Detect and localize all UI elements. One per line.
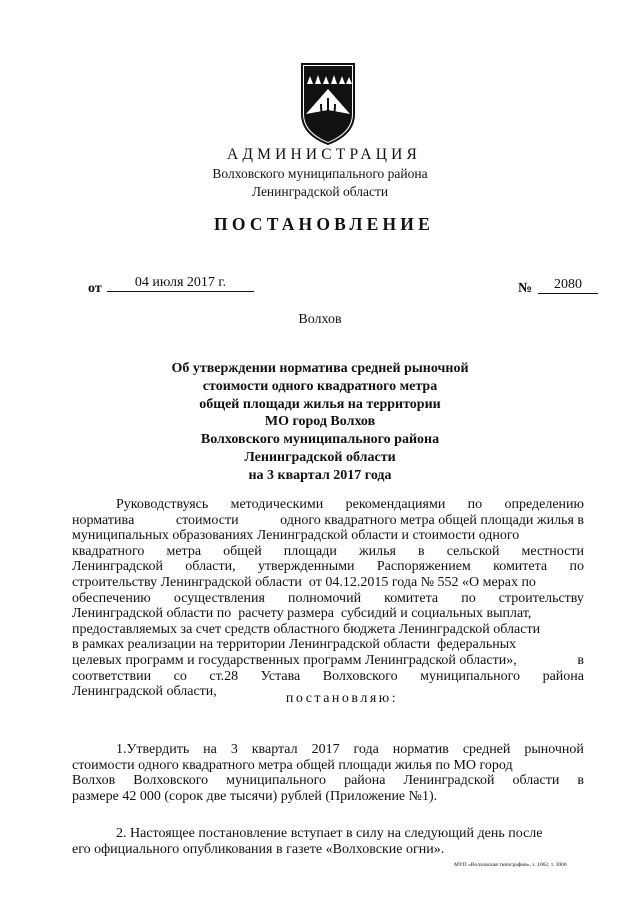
text-fragment: Волховского (133, 773, 209, 789)
text-fragment: в (577, 773, 584, 789)
text-fragment: 2. Настоящее постановление вступает в силу на следующий день после (116, 826, 543, 841)
administration-title: АДМИНИСТРАЦИЯ (226, 146, 422, 163)
text-line (72, 826, 584, 842)
text-fragment: квадратного (72, 543, 145, 559)
text-fragment: 3 (230, 742, 238, 757)
text-fragment: Ленинградской (403, 773, 495, 789)
text-fragment: по (461, 590, 476, 606)
number-prefix: № (518, 281, 533, 296)
subject-line: Волховского муниципального района (200, 432, 440, 448)
district-name: Волховского муниципального района (212, 166, 428, 181)
text-fragment: рекомендациями (345, 497, 446, 512)
text-line (72, 497, 584, 513)
text-fragment: комитета (384, 590, 439, 606)
text-fragment: Волховского (322, 668, 398, 684)
preamble-lines (72, 497, 584, 684)
document-type-title: ПОСТАНОВЛЕНИЕ (214, 214, 434, 234)
text-line (72, 513, 584, 529)
text-line (72, 528, 584, 544)
text-line (72, 544, 584, 560)
item-2-lines (72, 826, 584, 842)
text-line (72, 669, 584, 685)
text-fragment: жилья (358, 543, 396, 559)
text-fragment: муниципального (420, 668, 521, 684)
text-fragment: 2017 (311, 742, 340, 757)
item-1-paragraph (72, 742, 584, 804)
city-name: Волхов (298, 312, 342, 327)
text-line (72, 742, 584, 758)
text-fragment: средней (462, 742, 511, 757)
text-fragment: целевых программ и государственных программ Ленинградской области», (72, 652, 517, 668)
text-line (72, 591, 584, 607)
text-fragment: в (418, 543, 425, 559)
text-fragment: муниципальных образованиях Ленинградской области и стоимости одного (72, 528, 520, 544)
text-fragment: на (203, 742, 217, 757)
text-fragment: одного квадратного метра общей площади жилья в (280, 512, 584, 528)
text-fragment: Ленинградской (72, 559, 163, 575)
text-fragment: Ленинградской области по расчету размера субсидий и социальных выплат, (72, 606, 532, 622)
text-fragment: области (512, 773, 560, 789)
region-name: Ленинградской области (251, 184, 389, 199)
text-fragment: определению (504, 497, 584, 512)
text-fragment: квартал (251, 742, 298, 757)
text-line (72, 622, 584, 638)
subject-line: МО город Волхов (264, 414, 376, 430)
text-fragment: методическими (230, 497, 324, 512)
text-fragment: предоставляемых за счет средств областного бюджета Ленинградской области (72, 621, 541, 637)
text-fragment: района (344, 773, 386, 789)
text-fragment: рыночной (524, 742, 584, 757)
text-fragment: Распоряжением (376, 559, 471, 575)
text-fragment: по (569, 559, 584, 575)
text-line (72, 773, 584, 789)
text-fragment: комитета (493, 559, 548, 575)
text-fragment: со (173, 668, 187, 684)
printer-imprint: МУП «Волховская типография», з. 1062, т. 3000 (454, 862, 567, 868)
item-2-last-line: его официального опубликования в газете «Волховские огни». (72, 841, 445, 857)
text-fragment: площади (283, 543, 337, 559)
item-1-last-line: размере 42 000 (сорок две тысячи) рублей (Приложение №1). (72, 788, 438, 804)
item-1-lines (72, 742, 584, 789)
text-line (72, 575, 584, 591)
text-fragment: Руководствуясь (116, 497, 209, 512)
subject-line: стоимости одного квадратного метра (202, 378, 438, 394)
resolve-word: постановляю: (285, 691, 399, 706)
date-prefix: от (88, 281, 102, 296)
text-line (72, 606, 584, 622)
text-fragment: Волхов (72, 773, 116, 789)
text-fragment: строительству Ленинградской области от 04.12.2015 года № 552 «О мерах по (72, 574, 536, 590)
document-subject (0, 360, 640, 485)
text-fragment: общей (223, 543, 262, 559)
text-fragment: норматив (392, 742, 449, 757)
text-fragment: по (467, 497, 483, 512)
text-fragment: нормативa (72, 512, 135, 528)
text-line (72, 653, 584, 669)
text-fragment: Устава (260, 668, 301, 684)
text-line (72, 559, 584, 575)
text-fragment: полномочий (288, 590, 362, 606)
text-fragment: утвержденными (257, 559, 355, 575)
preamble-paragraph (72, 497, 584, 700)
text-fragment: местности (521, 543, 584, 559)
text-fragment: метра (166, 543, 202, 559)
preamble-last-line: Ленинградской области, (72, 684, 217, 700)
subject-line: общей площади жилья на территории (199, 396, 441, 412)
text-fragment: 1.Утвердить (116, 742, 190, 757)
text-fragment: в рамках реализации на территории Ленинградской области федеральных (72, 637, 517, 653)
text-fragment: стоимости одного квадратного метра общей площади жилья по МО город (72, 757, 513, 773)
text-line (72, 637, 584, 653)
document-date: 04 июля 2017 г. (107, 274, 254, 292)
text-fragment: стоимости (175, 512, 239, 528)
subject-line: на 3 квартал 2017 года (248, 467, 392, 483)
document-number: 2080 (538, 276, 598, 294)
text-fragment: области, (185, 559, 236, 575)
coat-of-arms-icon (300, 62, 356, 146)
subject-line: Об утверждении норматива средней рыночной (171, 361, 469, 376)
text-fragment: в (577, 652, 584, 668)
text-line (72, 758, 584, 774)
text-fragment: района (542, 668, 584, 684)
text-fragment: сельской (446, 543, 500, 559)
text-fragment: муниципального (226, 773, 327, 789)
subject-line: Ленинградской области (244, 449, 396, 465)
text-fragment: осуществления (173, 590, 265, 606)
text-fragment: строительству (498, 590, 584, 606)
text-fragment: обеспечению (72, 590, 151, 606)
text-fragment: года (353, 742, 379, 757)
item-2-paragraph (72, 826, 584, 857)
text-fragment: ст.28 (209, 668, 239, 684)
text-fragment: соответствии (72, 668, 152, 684)
